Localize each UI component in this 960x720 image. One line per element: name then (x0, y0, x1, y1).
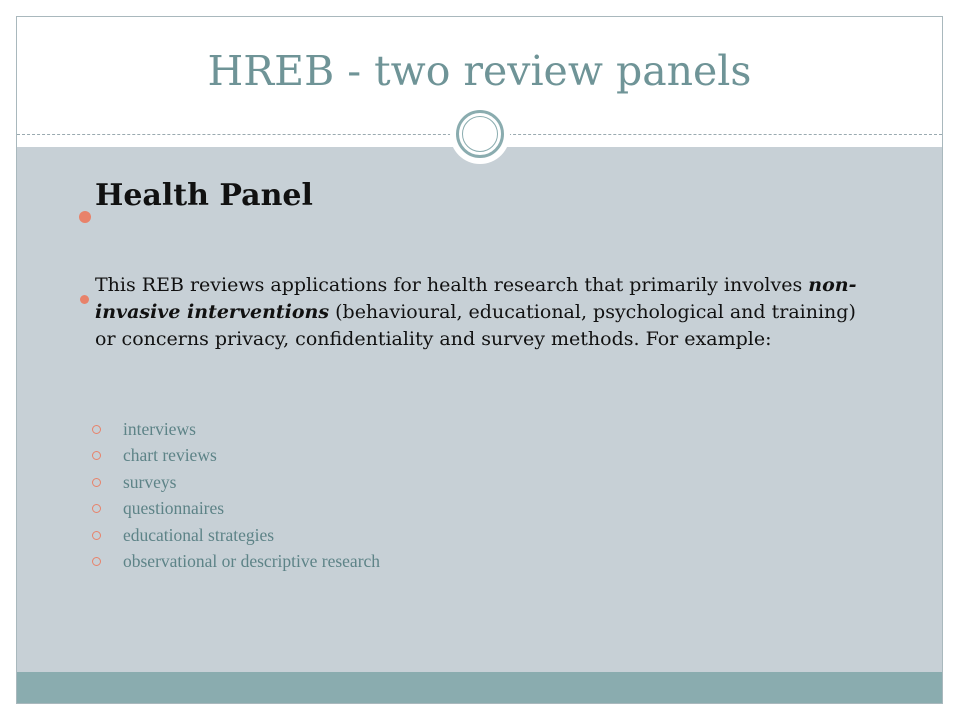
panel-heading: Health Panel (95, 178, 313, 213)
list-item (92, 469, 380, 495)
list-item-label: observational or descriptive research (123, 550, 381, 571)
description-text-end: (behavioural, educational, psychological and training) or concerns privacy, confidentiality and survey methods. For example: (95, 301, 856, 350)
examples-list (92, 416, 380, 574)
list-item (92, 522, 380, 548)
heading-bullet-icon (79, 211, 91, 223)
list-item (92, 548, 380, 574)
content-area (17, 147, 942, 672)
ring-bullet-icon (92, 557, 101, 566)
ring-bullet-icon (92, 504, 101, 513)
list-item (92, 416, 380, 442)
divider-circle-inner-ring (462, 116, 498, 152)
ring-bullet-icon (92, 478, 101, 487)
paragraph-bullet-icon (80, 295, 89, 304)
panel-description (95, 272, 875, 353)
ring-bullet-icon (92, 531, 101, 540)
list-item (92, 495, 380, 521)
ring-bullet-icon (92, 425, 101, 434)
description-emphasis: non-invasive interventions (95, 274, 857, 323)
list-item-label: chart reviews (123, 445, 217, 466)
list-item-label: interviews (123, 419, 196, 439)
description-text-start: This REB reviews applications for health research that primarily involves (95, 274, 809, 296)
footer-bar (17, 672, 942, 704)
slide-title: HREB - two review panels (207, 47, 752, 95)
list-item (92, 442, 380, 468)
slide-frame (16, 16, 943, 704)
list-item-label: surveys (123, 471, 177, 492)
list-item-label: educational strategies (123, 524, 275, 545)
list-item-label: questionnaires (123, 498, 225, 519)
ring-bullet-icon (92, 451, 101, 460)
